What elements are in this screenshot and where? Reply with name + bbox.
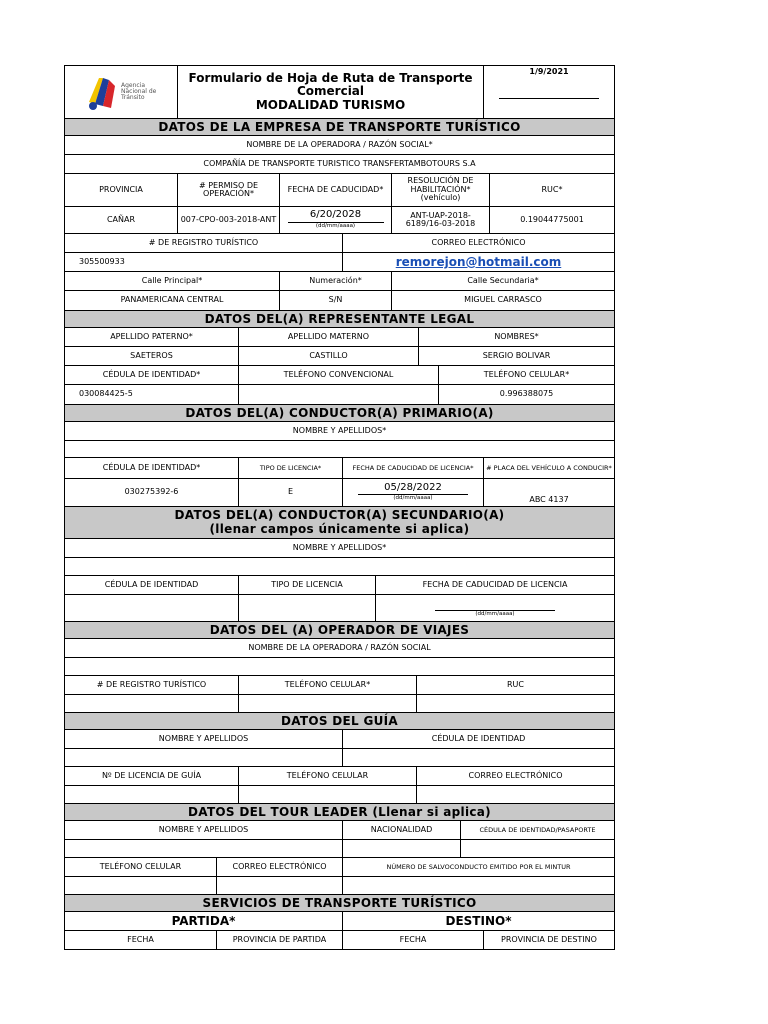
guia-tel-cel-label: TELÉFONO CELULAR: [239, 767, 417, 785]
provincia-destino-label: PROVINCIA DE DESTINO: [501, 934, 597, 944]
cs-cedula-label: CÉDULA DE IDENTIDAD: [65, 576, 239, 594]
tl-cedula-label: CÉDULA DE IDENTIDAD/PASAPORTE: [479, 825, 596, 834]
section-tour-leader: DATOS DEL TOUR LEADER (Llenar si aplica): [65, 804, 614, 820]
correo-value-cell[interactable]: [343, 253, 614, 271]
tl-nacionalidad-label: NACIONALIDAD: [343, 821, 461, 839]
ruc-value[interactable]: 0.19044775001: [520, 214, 584, 224]
fecha-destino-label: FECHA: [343, 931, 484, 949]
agency-logo: [65, 66, 178, 118]
cs-nombre-value[interactable]: [65, 558, 614, 575]
cp-placa-value[interactable]: ABC 4137: [529, 494, 569, 504]
tl-tel-cel-value[interactable]: [65, 877, 217, 894]
op-operadora-value[interactable]: [65, 658, 614, 675]
cp-tipo-label: TIPO DE LICENCIA*: [239, 458, 343, 478]
tl-nombre-value[interactable]: [65, 840, 343, 857]
title-line3: MODALIDAD TURISMO: [255, 97, 406, 112]
numeracion-value[interactable]: S/N: [280, 291, 392, 310]
cp-nombre-value[interactable]: [65, 441, 614, 457]
cp-caducidad-label: FECHA DE CADUCIDAD DE LICENCIA*: [343, 458, 484, 478]
calle-principal-value[interactable]: PANAMERICANA CENTRAL: [65, 291, 280, 310]
cp-caducidad-format: (dd/mm/aaaa): [393, 495, 433, 502]
section-representante: DATOS DEL(A) REPRESENTANTE LEGAL: [65, 311, 614, 327]
ap-paterno-value[interactable]: SAETEROS: [65, 347, 239, 365]
registro-label: # DE REGISTRO TURÍSTICO: [65, 234, 343, 252]
guia-tel-cel-value[interactable]: [239, 786, 417, 803]
numeracion-label: Numeración*: [280, 272, 392, 290]
ap-materno-value[interactable]: CASTILLO: [239, 347, 419, 365]
rep-tel-conv-value[interactable]: [239, 385, 439, 404]
resolucion-label: RESOLUCIÓN DE HABILITACIÓN* (vehículo): [392, 174, 490, 206]
tl-correo-value[interactable]: [217, 877, 343, 894]
rep-tel-conv-label: TELÉFONO CONVENCIONAL: [239, 366, 439, 384]
rep-tel-cel-label: TELÉFONO CELULAR*: [483, 369, 570, 379]
guia-correo-label: CORREO ELECTRÓNICO: [468, 770, 563, 780]
tl-nombre-label: NOMBRE Y APELLIDOS: [65, 821, 343, 839]
cp-placa-label: # PLACA DEL VEHÍCULO A CONDUCIR*: [486, 463, 612, 472]
tl-nacionalidad-value[interactable]: [343, 840, 461, 857]
date-line: [499, 98, 599, 99]
nombres-label: NOMBRES*: [494, 331, 539, 341]
tl-salvoconducto-label: NÚMERO DE SALVOCONDUCTO EMITIDO POR EL MINTUR: [386, 862, 571, 871]
cs-caducidad-value[interactable]: [435, 601, 555, 611]
section-servicios: SERVICIOS DE TRANSPORTE TURÍSTICO: [65, 895, 614, 911]
cs-section-line2: (llenar campos únicamente si aplica): [209, 521, 470, 536]
logo-text: Agencia Nacional de Tránsito: [121, 81, 157, 102]
op-ruc-value[interactable]: [417, 695, 614, 712]
calle-secundaria-value[interactable]: MIGUEL CARRASCO: [464, 295, 542, 305]
date-box: [484, 66, 614, 118]
cs-caducidad-format: (dd/mm/aaaa): [475, 611, 515, 618]
permiso-value[interactable]: 007-CPO-003-2018-ANT: [178, 207, 280, 233]
section-conductor-secundario: [65, 507, 614, 538]
op-ruc-label: RUC: [507, 679, 524, 689]
rep-cedula-value[interactable]: 030084425-5: [65, 385, 239, 404]
section-operador: DATOS DEL (A) OPERADOR DE VIAJES: [65, 622, 614, 638]
op-registro-value[interactable]: [65, 695, 239, 712]
ruta-form: [64, 65, 615, 950]
provincia-value[interactable]: CAÑAR: [65, 207, 178, 233]
calle-secundaria-label: Calle Secundaria*: [467, 275, 539, 285]
cp-cedula-value[interactable]: 030275392-6: [65, 479, 239, 506]
partida-label: PARTIDA*: [65, 912, 343, 930]
ant-logo-icon: [85, 72, 119, 112]
form-header: [65, 66, 614, 119]
correo-value[interactable]: remorejon@hotmail.com: [395, 254, 562, 269]
section-guia: DATOS DEL GUÍA: [65, 713, 614, 729]
cp-caducidad-field[interactable]: [343, 479, 484, 506]
cp-caducidad-value[interactable]: 05/28/2022: [358, 483, 468, 496]
caducidad-label: FECHA DE CADUCIDAD*: [280, 174, 392, 206]
title-line1: Formulario de Hoja de Ruta de Transporte: [188, 71, 473, 86]
caducidad-field[interactable]: [280, 207, 392, 233]
rep-cedula-label: CÉDULA DE IDENTIDAD*: [65, 366, 239, 384]
rep-tel-cel-value[interactable]: 0.996388075: [499, 389, 554, 399]
caducidad-value[interactable]: 6/20/2028: [288, 210, 384, 223]
section-empresa: DATOS DE LA EMPRESA DE TRANSPORTE TURÍSTICO: [65, 119, 614, 135]
guia-nombre-label: NOMBRE Y APELLIDOS: [65, 730, 343, 748]
op-tel-cel-label: TELÉFONO CELULAR*: [239, 676, 417, 694]
fecha-partida-label: FECHA: [65, 931, 217, 949]
op-tel-cel-value[interactable]: [239, 695, 417, 712]
tl-tel-cel-label: TELÉFONO CELULAR: [65, 858, 217, 876]
resolucion-value[interactable]: ANT-UAP-2018-6189/16-03-2018: [392, 207, 490, 233]
section-conductor-primario: DATOS DEL(A) CONDUCTOR(A) PRIMARIO(A): [65, 405, 614, 421]
cs-tipo-label: TIPO DE LICENCIA: [239, 576, 376, 594]
cs-caducidad-label: FECHA DE CADUCIDAD DE LICENCIA: [422, 579, 568, 589]
form-date: 1/9/2021: [529, 67, 569, 76]
guia-cedula-label: CÉDULA DE IDENTIDAD: [431, 733, 526, 743]
permiso-label: # PERMISO DE OPERACIÓN*: [178, 174, 280, 206]
tl-salvoconducto-value[interactable]: [343, 877, 614, 894]
provincia-label: PROVINCIA: [65, 174, 178, 206]
tl-cedula-value[interactable]: [461, 840, 614, 857]
cs-section-line1: DATOS DEL(A) CONDUCTOR(A) SECUNDARIO(A): [174, 507, 505, 522]
cp-nombre-label: NOMBRE Y APELLIDOS*: [292, 425, 387, 435]
cs-caducidad-field[interactable]: [376, 595, 614, 621]
cp-cedula-label: CÉDULA DE IDENTIDAD*: [65, 458, 239, 478]
ap-paterno-label: APELLIDO PATERNO*: [65, 328, 239, 346]
ap-materno-label: APELLIDO MATERNO: [239, 328, 419, 346]
guia-correo-value[interactable]: [417, 786, 614, 803]
title-line2: Comercial: [296, 84, 365, 99]
ruc-label: RUC*: [541, 184, 563, 194]
cp-tipo-value[interactable]: E: [239, 479, 343, 506]
guia-nombre-value[interactable]: [65, 749, 343, 766]
destino-label: DESTINO*: [445, 913, 512, 928]
tl-correo-label: CORREO ELECTRÓNICO: [217, 858, 343, 876]
cs-nombre-label: NOMBRE Y APELLIDOS*: [292, 542, 387, 552]
op-registro-label: # DE REGISTRO TURÍSTICO: [65, 676, 239, 694]
calle-principal-label: Calle Principal*: [65, 272, 280, 290]
guia-cedula-value[interactable]: [343, 749, 614, 766]
nombres-value[interactable]: SERGIO BOLIVAR: [482, 350, 551, 360]
guia-licencia-label: Nº DE LICENCIA DE GUÍA: [65, 767, 239, 785]
cs-cedula-value[interactable]: [65, 595, 239, 621]
guia-licencia-value[interactable]: [65, 786, 239, 803]
cs-tipo-value[interactable]: [239, 595, 376, 621]
operadora-value[interactable]: COMPAÑÍA DE TRANSPORTE TURISTICO TRANSFERTAMBOTOURS S.A: [203, 158, 476, 168]
registro-value[interactable]: 305500933: [65, 253, 343, 271]
operadora-label: NOMBRE DE LA OPERADORA / RAZÓN SOCIAL*: [246, 139, 433, 149]
provincia-partida-label: PROVINCIA DE PARTIDA: [217, 931, 343, 949]
op-operadora-label: NOMBRE DE LA OPERADORA / RAZÓN SOCIAL: [248, 642, 431, 652]
correo-label: CORREO ELECTRÓNICO: [431, 237, 526, 247]
caducidad-format: (dd/mm/aaaa): [315, 222, 356, 229]
form-title: [178, 66, 484, 118]
